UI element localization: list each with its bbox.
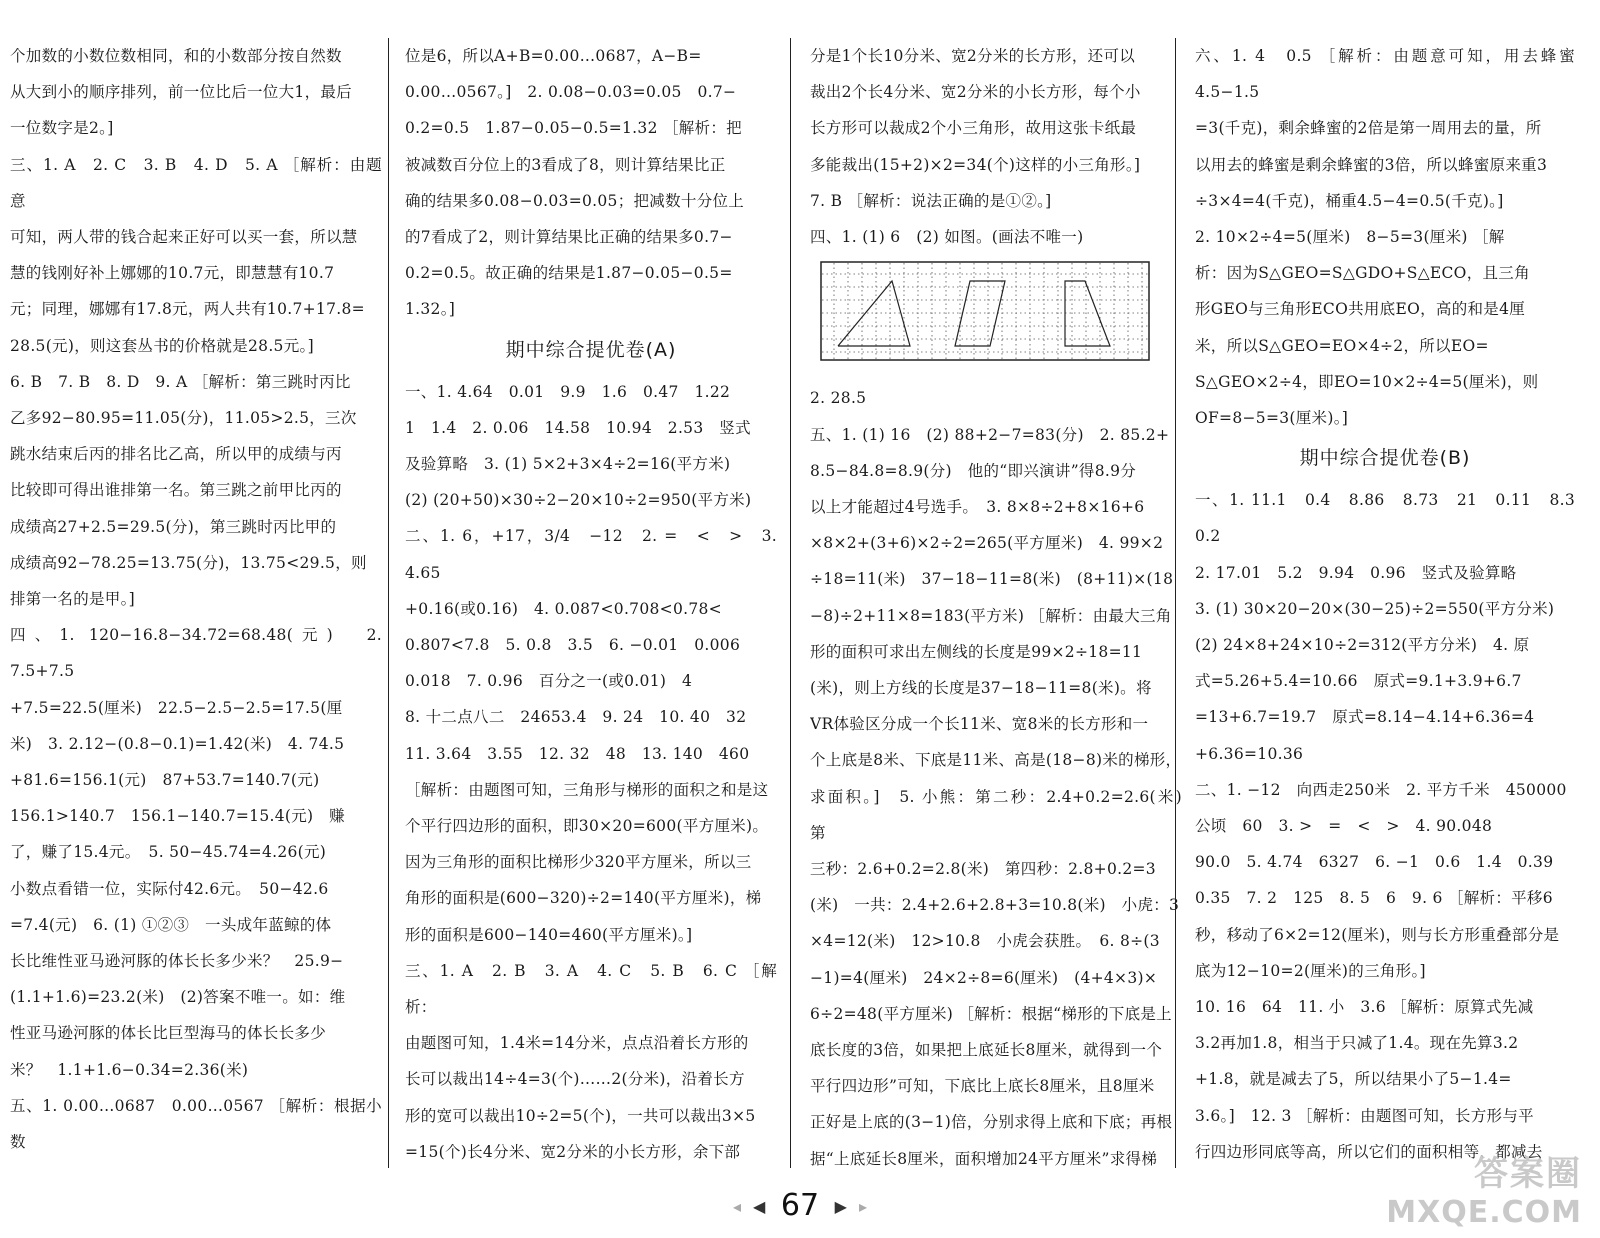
watermark <box>1386 1146 1582 1230</box>
answer-line: (2) 24×8+24×10÷2=312(平方分米) 4. 原 <box>1195 636 1530 655</box>
answer-line: 多能裁出(15+2)×2=34(个)这样的小三角形。] <box>810 155 1141 174</box>
answer-line: 的7看成了2，则计算结果比正确的结果多0.7− <box>405 228 733 247</box>
answer-line: 0.018 7. 0.96 百分之一(或0.01) 4 <box>405 672 693 691</box>
answer-line: S△GEO×2÷4，即EO=10×2÷4=5(厘米)，则 <box>1195 372 1539 391</box>
answer-line: 0.35 7. 2 125 8. 5 6 9. 6 ［解析：平移6 <box>1195 889 1553 908</box>
answer-line: 小数点看错一位，实际付42.6元。 50−42.6 <box>10 879 329 898</box>
column-divider <box>790 38 791 1168</box>
answer-line: 从大到小的顺序排列，前一位比后一位大1，最后 <box>10 83 352 102</box>
answer-line: 个加数的小数位数相同，和的小数部分按自然数 <box>10 47 342 65</box>
answer-line: 因为三角形的面积比梯形少320平方厘米，所以三 <box>405 853 752 872</box>
answer-line: (2) (20+50)×30÷2−20×10÷2=950(平方米) <box>405 491 752 510</box>
answer-line: 乙多92−80.95=11.05(分)，11.05>2.5，三次 <box>10 409 357 428</box>
answer-line: 跳水结束后丙的排名比乙高，所以甲的成绩与丙 <box>10 445 342 464</box>
column-1 <box>10 38 382 1168</box>
answer-line: 1.32。] <box>405 300 456 319</box>
answer-line: 式=5.26+5.4=10.66 原式=9.1+3.9+6.7 <box>1195 672 1522 691</box>
column-divider <box>1175 38 1176 1168</box>
answer-line: 11. 3.64 3.55 12. 32 48 13. 140 460 <box>405 744 750 763</box>
answer-line: 156.1>140.7 156.1−140.7=15.4(元) 赚 <box>10 807 345 826</box>
answer-line: (1.1+1.6)=23.2(米) (2)答案不唯一。如：维 <box>10 988 346 1007</box>
answer-line: 3.6。] 12. 3 ［解析：由题图可知，长方形与平 <box>1195 1106 1534 1125</box>
answer-line: 比较即可得出谁排第一名。第三跳之前甲比丙的 <box>10 481 342 500</box>
answer-line: 六、1. 4 0.5 ［解析：由题意可知，用去蜂蜜4.5−1.5 <box>1195 47 1575 102</box>
answer-line: ÷3×4=4(千克)，桶重4.5−4=0.5(千克)。] <box>1195 191 1504 210</box>
answer-line: 形的面积是600−140=460(平方厘米)。] <box>405 925 693 944</box>
answer-line: 了，赚了15.4元。 5. 50−45.74=4.26(元) <box>10 843 327 862</box>
answer-line: 确的结果多0.08−0.03=0.05；把减数十分位上 <box>405 191 745 210</box>
column-divider <box>388 38 389 1168</box>
answer-line: 8. 十二点八二 24653.4 9. 24 10. 40 32 <box>405 708 747 727</box>
answer-line: 位是6，所以A+B=0.00…0687，A−B= <box>405 47 702 65</box>
section-title-b: 期中综合提优卷(B) <box>1299 447 1471 470</box>
answer-line: 平行四边形”可知，下底比上底长8厘米，且8厘米 <box>810 1077 1155 1096</box>
answer-line: ×4=12(米) 12>10.8 小虎会获胜。 6. 8÷(3 <box>810 932 1160 951</box>
answer-line: 公顷 60 3. > = < > 4. 90.048 <box>1195 817 1493 836</box>
prev-arrow-icon: ◂ <box>733 1197 742 1216</box>
column-4 <box>1195 38 1575 1168</box>
prev-arrow-icon: ◀ <box>753 1197 766 1216</box>
answer-line: 8.5−84.8=8.9(分) 他的“即兴演讲”得8.9分 <box>810 461 1137 480</box>
next-arrow-icon: ▶ <box>834 1197 847 1216</box>
answer-line: 0.00…0567。] 2. 0.08−0.03=0.05 0.7− <box>405 83 737 102</box>
answer-line: 及验算略 3. (1) 5×2+3×4÷2=16(平方米) <box>405 455 731 474</box>
answer-line: 0.2=0.5。故正确的结果是1.87−0.05−0.5= <box>405 264 733 283</box>
answer-line: 成绩高92−78.25=13.75(分)，13.75<29.5，则 <box>10 553 367 572</box>
answer-line: 米) 3. 2.12−(0.8−0.1)=1.42(米) 4. 74.5 <box>10 734 345 753</box>
answer-line: 一位数字是2。] <box>10 119 114 138</box>
answer-line: 五、1. 0.00…0687 0.00…0567 ［解析：根据小数 <box>10 1096 382 1152</box>
answer-line: 长可以裁出14÷4=3(个)……2(分米)，沿着长方 <box>405 1070 745 1089</box>
answer-line: 可知，两人带的钱合起来正好可以买一套，所以慧 <box>10 228 358 247</box>
answer-line: +1.8，就是减去了5，所以结果小了5−1.4= <box>1195 1070 1512 1089</box>
answer-line: 行四边形同底等高，所以它们的面积相等，都减去 <box>1195 1142 1543 1161</box>
answer-line: 个平行四边形的面积，即30×20=600(平方厘米)。 <box>405 817 769 836</box>
section-title-a: 期中综合提优卷(A) <box>505 338 677 361</box>
answer-line: 二、1. 6，+17，3/4 −12 2. = < > 3. 4.65 <box>405 527 777 582</box>
answer-line: (米) 一共：2.4+2.6+2.8+3=10.8(米) 小虎：3 <box>810 896 1180 915</box>
answer-line: 形的宽可以裁出10÷2=5(个)，一共可以裁出3×5 <box>405 1106 756 1125</box>
answer-line: 3. (1) 30×20−20×(30−25)÷2=550(平方分米) <box>1195 599 1555 618</box>
answer-line: 90.0 5. 4.74 6327 6. −1 0.6 1.4 0.39 <box>1195 853 1554 872</box>
answer-line: ×8×2+(3+6)×2÷2=265(平方厘米) 4. 99×2 <box>810 534 1164 553</box>
column-3 <box>810 38 1182 1168</box>
answer-line: ［解析：由题图可知，三角形与梯形的面积之和是这 <box>405 780 769 799</box>
answer-line: −1)=4(厘米) 24×2÷8=6(厘米) (4+4×3)× <box>810 968 1158 987</box>
answer-line: 成绩高27+2.5=29.5(分)，第三跳时丙比甲的 <box>10 517 337 536</box>
answer-line: OF=8−5=3(厘米)。] <box>1195 409 1349 428</box>
answer-line: 慧的钱刚好补上娜娜的10.7元，即慧慧有10.7 <box>10 264 335 283</box>
answer-line: =15(个)长4分米、宽2分米的小长方形，余下部 <box>405 1142 741 1161</box>
answer-line: 2. 17.01 5.2 9.94 0.96 竖式及验算略 <box>1195 563 1517 582</box>
answer-line: 被减数百分位上的3看成了8，则计算结果比正 <box>405 155 726 174</box>
column-2 <box>405 38 777 1168</box>
answer-line: =13+6.7=19.7 原式=8.14−4.14+6.36=4 <box>1195 708 1535 727</box>
answer-line: 分是1个长10分米、宽2分米的长方形，还可以 <box>810 47 1136 65</box>
answer-line: =3(千克)，剩余蜂蜜的2倍是第一周用去的量，所 <box>1195 119 1542 138</box>
answer-line: 二、1. −12 向西走250米 2. 平方千米 450000 <box>1195 780 1567 799</box>
answer-line: 秒，移动了6×2=12(厘米)，则与长方形重叠部分是 <box>1195 925 1560 944</box>
answer-line: 一、1. 4.64 0.01 9.9 1.6 0.47 1.22 <box>405 382 731 401</box>
parallelogram-shape <box>955 281 1005 346</box>
page-footer <box>0 1188 1600 1223</box>
answer-line: 形的面积可求出左侧线的长度是99×2÷18=11 <box>810 642 1143 661</box>
answer-line: 角形的面积是(600−320)÷2=140(平方厘米)，梯 <box>405 889 762 908</box>
answer-line: VR体验区分成一个长11米、宽8米的长方形和一 <box>810 715 1149 734</box>
answer-line: 元；同理，娜娜有17.8元，两人共有10.7+17.8= <box>10 300 365 319</box>
answer-line: 2. 28.5 <box>810 389 867 408</box>
answer-line: 由题图可知，1.4米=14分米，点点沿着长方形的 <box>405 1034 749 1053</box>
answer-line: 三、1. A 2. B 3. A 4. C 5. B 6. C ［解析： <box>405 961 777 1017</box>
watermark-logo: 答案圈 <box>1474 1154 1582 1194</box>
answer-line: 6÷2=48(平方厘米) ［解析：根据“梯形的下底是上 <box>810 1004 1172 1023</box>
answer-line: 正好是上底的(3−1)倍，分别求得上底和下底；再根 <box>810 1113 1173 1132</box>
answer-line: 四、1. 120−16.8−34.72=68.48(元) 2. 7.5+7.5 <box>10 626 382 681</box>
answer-line: (米)，则上方线的长度是37−18−11=8(米)。将 <box>810 679 1152 698</box>
answer-line: 求面积。] 5. 小熊：第二秒：2.4+0.2=2.6(米) 第 <box>810 787 1182 842</box>
answer-line: 1 1.4 2. 0.06 14.58 10.94 2.53 竖式 <box>405 418 751 437</box>
answer-line: 排第一名的是甲。] <box>10 590 135 609</box>
answer-line: =7.4(元) 6. (1) ①②③ 一头成年蓝鲸的体 <box>10 915 332 934</box>
answer-line: 底为12−10=2(厘米)的三角形。] <box>1195 961 1426 980</box>
answer-line: +7.5=22.5(厘米) 22.5−2.5−2.5=17.5(厘 <box>10 698 343 717</box>
watermark-url: MXQE.COM <box>1386 1195 1582 1230</box>
answer-line <box>10 1160 382 1168</box>
answer-line: ÷18=11(米) 37−18−11=8(米) (8+11)×(18 <box>810 570 1174 589</box>
answer-line: 三、1. A 2. C 3. B 4. D 5. A ［解析：由题意 <box>10 155 382 210</box>
answer-line: 一、1. 11.1 0.4 8.86 8.73 21 0.11 8.3 0.2 <box>1195 491 1575 546</box>
answer-line: 个上底是8米、下底是11米、高是(18−8)米的梯形， <box>810 751 1182 770</box>
answer-line: −8)÷2+11×8=183(平方米) ［解析：由最大三角 <box>810 606 1172 625</box>
answer-line: 据“上底延长8厘米，面积增加24平方厘米”求得梯 <box>810 1149 1158 1168</box>
answer-line: 三秒：2.6+0.2=2.8(米) 第四秒：2.8+0.2=3 <box>810 860 1156 879</box>
answer-line: 0.2=0.5 1.87−0.05−0.5=1.32 ［解析：把 <box>405 119 742 138</box>
answer-line: 性亚马逊河豚的体长比巨型海马的体长长多少 <box>10 1024 327 1043</box>
answer-line: 0.807<7.8 5. 0.8 3.5 6. −0.01 0.006 <box>405 636 741 655</box>
answer-line: +0.16(或0.16) 4. 0.087<0.708<0.78< <box>405 599 722 618</box>
answer-line: 7. B ［解析：说法正确的是①②。] <box>810 191 1052 210</box>
answer-line: 析：因为S△GEO=S△GDO+S△ECO，且三角 <box>1195 264 1530 283</box>
answer-line: 形GEO与三角形ECO共用底EO，高的和是4厘 <box>1195 300 1526 319</box>
answer-line: 米？ 1.1+1.6−0.34=2.36(米) <box>10 1060 249 1079</box>
answer-line: 底长度的3倍，如果把上底延长8厘米，就得到一个 <box>810 1041 1163 1060</box>
page-number: 67 <box>780 1188 820 1223</box>
answer-line: 裁出2个长4分米、宽2分米的小长方形，每个小 <box>810 83 1141 102</box>
answer-line: 以用去的蜂蜜是剩余蜂蜜的3倍，所以蜂蜜原来重3 <box>1195 155 1548 174</box>
answer-line: +6.36=10.36 <box>1195 744 1304 763</box>
answer-line: 6. B 7. B 8. D 9. A ［解析：第三跳时丙比 <box>10 372 351 391</box>
answer-line: 四、1. (1) 6 (2) 如图。(画法不唯一) <box>810 228 1084 247</box>
answer-line: 五、1. (1) 16 (2) 88+2−7=83(分) 2. 85.2+ <box>810 425 1170 444</box>
answer-line: 10. 16 64 11. 小 3.6 ［解析：原算式先减 <box>1195 998 1534 1017</box>
next-arrow-icon: ▸ <box>858 1197 867 1216</box>
answer-line: 3.2再加1.8，相当于只减了1.4。现在先算3.2 <box>1195 1034 1519 1053</box>
grid-drawing-figure <box>820 261 1150 361</box>
answer-line: 长方形可以裁成2个小三角形，故用这张卡纸最 <box>810 119 1137 138</box>
answer-line: 米，所以S△GEO=EO×4÷2，所以EO= <box>1195 336 1489 355</box>
triangle-shape <box>838 281 910 346</box>
answer-line: 28.5(元)，则这套丛书的价格就是28.5元。] <box>10 336 314 355</box>
answer-line: 以上才能超过4号选手。 3. 8×8÷2+8×16+6 <box>810 498 1145 517</box>
answer-line: 长比维性亚马逊河豚的体长长多少米？ 25.9− <box>10 952 344 971</box>
answer-line: 2. 10×2÷4=5(厘米) 8−5=3(厘米) ［解 <box>1195 228 1505 247</box>
answer-line: +81.6=156.1(元) 87+53.7=140.7(元) <box>10 771 320 790</box>
